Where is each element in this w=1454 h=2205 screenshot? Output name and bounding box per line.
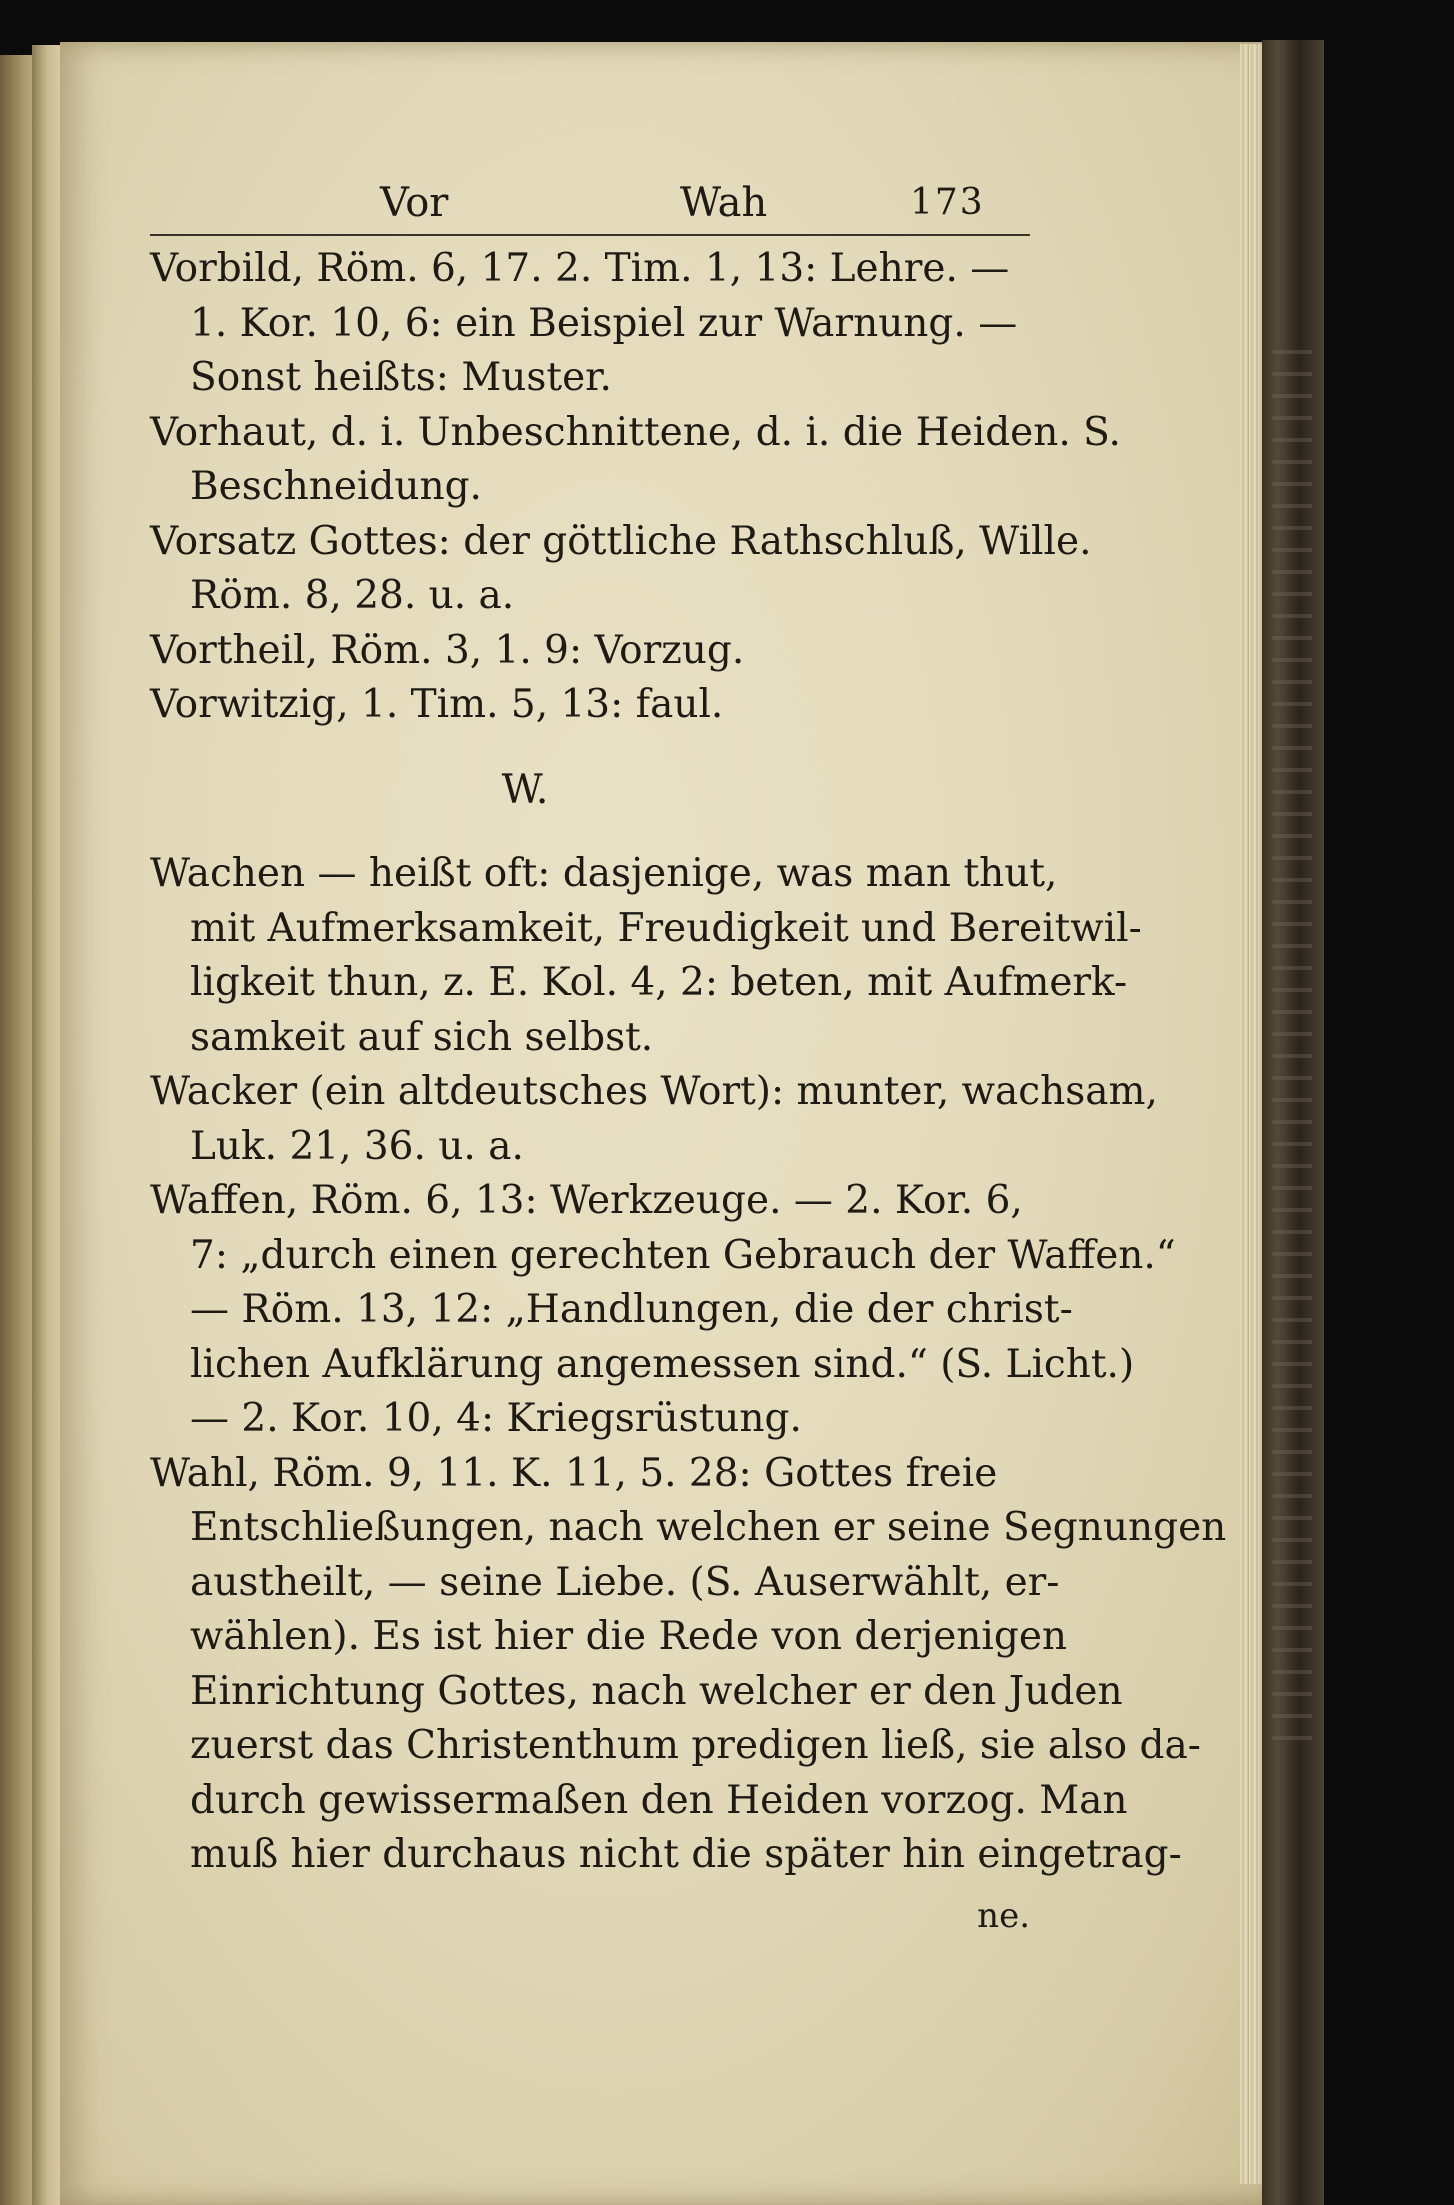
entry-line: mit Aufmerksamkeit, Freudigkeit und Bereitwil- [190,905,1142,951]
entry-line: samkeit auf sich selbst. [190,1014,654,1060]
entry-line: ligkeit thun, z. E. Kol. 4, 2: beten, mit Aufmerk- [190,960,1128,1005]
entry-line: lichen Aufklärung angemessen sind.“ (S. Licht.) [190,1341,1135,1387]
entry-line: Wachen — heißt oft: dasjenige, was man thut, [150,851,1058,896]
book-binding [1262,40,1324,2205]
entry-wachen [150,847,1142,1065]
entry-line: Wacker (ein altdeutsches Wort): munter, wachsam, [150,1069,1158,1114]
catchword: ne. [977,1895,1030,1936]
entry-line: Einrichtung Gottes, nach welcher er den Juden [190,1668,1123,1714]
entry-line: durch gewissermaßen den Heiden vorzog. Man [190,1777,1128,1823]
entry-line: Wahl, Röm. 9, 11. K. 11, 5. 28: Gottes freie [150,1450,998,1496]
page-text [150,170,1227,1943]
entry-vorbild [150,242,1030,406]
running-header [150,170,1030,236]
page-number: 173 [910,182,985,223]
entry-line: Waffen, Röm. 6, 13: Werkzeuge. — 2. Kor. 6, [150,1178,1023,1223]
entry-line: muß hier durchaus nicht die später hin eingetrag- [190,1832,1182,1877]
entry-waffen [150,1174,1176,1447]
header-left-word: Vor [380,180,449,226]
entry-line: Luk. 21, 36. u. a. [190,1123,524,1169]
header-middle-word: Wah [680,180,768,226]
entry-vorsatz [150,515,1092,624]
entry-wacker [150,1065,1158,1174]
entry-line: Vorbild, Röm. 6, 17. 2. Tim. 1, 13: Lehre. — [150,246,1010,291]
entry-line: Beschneidung. [190,464,482,509]
entry-line: 1. Kor. 10, 6: ein Beispiel zur Warnung. — [190,300,1018,346]
entry-line: — Röm. 13, 12: „Handlungen, die der christ- [190,1287,1073,1332]
section-heading: W. [501,766,549,813]
entry-line: Entschließungen, nach welchen er seine Segnungen [190,1505,1227,1550]
entry-vortheil [150,624,1030,679]
entry-line: — 2. Kor. 10, 4: Kriegsrüstung. [190,1396,802,1441]
entry-line: Vorhaut, d. i. Unbeschnittene, d. i. die Heiden. S. [150,409,1121,455]
entry-line: Vorwitzig, 1. Tim. 5, 13: faul. [150,682,724,727]
entry-line: Sonst heißts: Muster. [190,355,612,400]
entry-vorhaut [150,406,1121,515]
entry-wahl [150,1447,1227,1883]
entry-line: Vortheil, Röm. 3, 1. 9: Vorzug. [150,627,745,673]
entry-line: Vorsatz Gottes: der göttliche Rathschluß, Wille. [150,518,1092,564]
entry-line: Röm. 8, 28. u. a. [190,573,515,618]
entry-line: wählen). Es ist hier die Rede von derjenigen [190,1614,1068,1659]
entry-line: 7: „durch einen gerechten Gebrauch der Waffen.“ [190,1232,1176,1278]
entry-vorwitzig [150,678,1030,733]
entry-line: austheilt, — seine Liebe. (S. Auserwählt, er- [190,1559,1060,1605]
entry-line: zuerst das Christenthum predigen ließ, sie also da- [190,1723,1201,1768]
